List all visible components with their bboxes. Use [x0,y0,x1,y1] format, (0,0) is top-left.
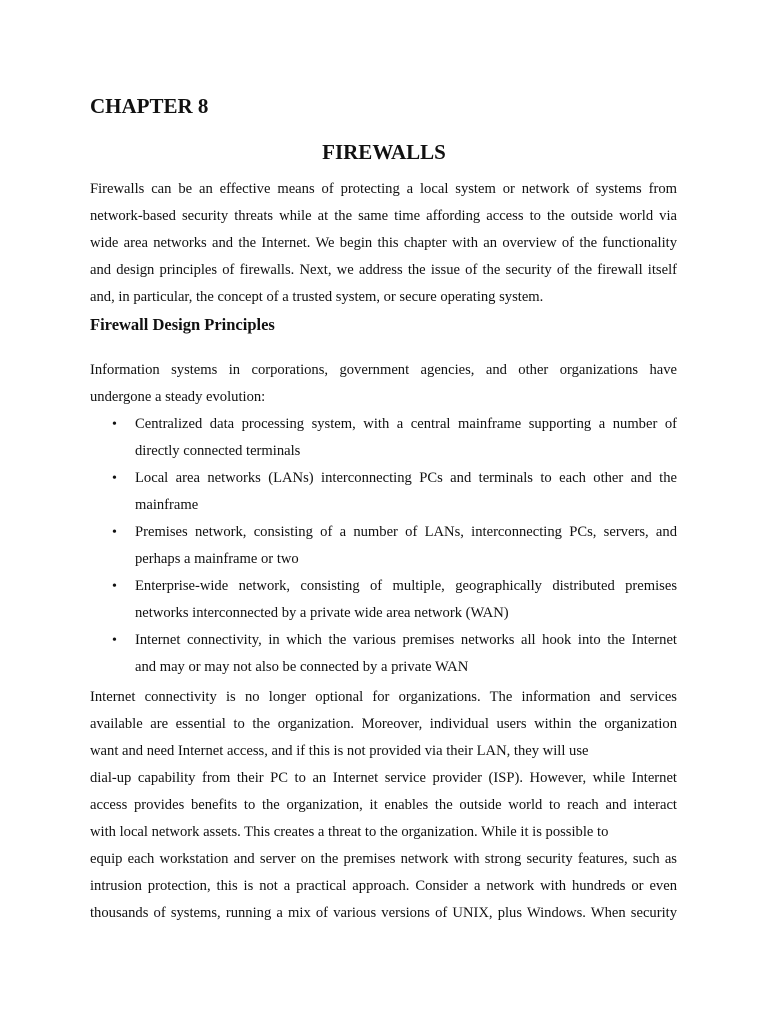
bullet-icon: • [112,525,117,540]
intro-line: and design principles of firewalls. Next, we address the issue of the security of the firewall itself [90,262,677,278]
list-item-line: Centralized data processing system, with a central mainframe supporting a number of [135,416,677,432]
list-item-line: Enterprise-wide network, consisting of multiple, geographically distributed premises [135,578,677,594]
body-line: want and need Internet access, and if this is not provided via their LAN, they will use [90,743,589,759]
intro-line: and, in particular, the concept of a trusted system, or secure operating system. [90,289,544,305]
intro-line: network-based security threats while at the same time affording access to the outside world via [90,208,677,224]
bullet-icon: • [112,633,117,648]
body-paragraph [90,684,677,927]
evolution-line: undergone a steady evolution: [90,389,266,405]
body-line: with local network assets. This creates a threat to the organization. While it is possible to [90,824,609,840]
intro-line: Firewalls can be an effective means of protecting a local system or network of systems from [90,181,677,197]
list-item [90,465,677,519]
body-line: intrusion protection, this is not a practical approach. Consider a network with hundreds or even [90,878,677,894]
list-item [90,519,677,573]
section-heading: Firewall Design Principles [90,315,275,334]
body-line: access provides benefits to the organization, it enables the outside world to reach and interact [90,797,677,813]
body-line: thousands of systems, running a mix of various versions of UNIX, plus Windows. When security [90,905,677,921]
evolution-list [90,411,677,681]
list-item [90,411,677,465]
chapter-title: FIREWALLS [322,140,446,164]
body-line: equip each workstation and server on the premises network with strong security features, such as [90,851,677,867]
list-item [90,573,677,627]
bullet-icon: • [112,579,117,594]
list-item [90,627,677,681]
bullet-icon: • [112,417,117,432]
bullet-icon: • [112,471,117,486]
list-item-line: Internet connectivity, in which the various premises networks all hook into the Internet [135,632,677,648]
intro-paragraph [90,176,677,311]
list-item-line: and may or may not also be connected by a private WAN [135,659,469,675]
body-line: dial-up capability from their PC to an Internet service provider (ISP). However, while Internet [90,770,677,786]
list-item-line: Premises network, consisting of a number of LANs, interconnecting PCs, servers, and [135,524,677,540]
chapter-label: CHAPTER 8 [90,94,209,118]
evolution-paragraph [90,357,677,411]
body-line: available are essential to the organization. Moreover, individual users within the organization [90,716,677,732]
body-line: Internet connectivity is no longer optional for organizations. The information and services [90,689,677,705]
list-item-line: networks interconnected by a private wide area network (WAN) [135,605,509,621]
evolution-line: Information systems in corporations, government agencies, and other organizations have [90,362,677,378]
list-item-line: Local area networks (LANs) interconnecting PCs and terminals to each other and the [135,470,677,486]
intro-line: wide area networks and the Internet. We begin this chapter with an overview of the functionality [90,235,677,251]
list-item-line: directly connected terminals [135,443,301,459]
list-item-line: perhaps a mainframe or two [135,551,299,567]
list-item-line: mainframe [135,497,199,513]
